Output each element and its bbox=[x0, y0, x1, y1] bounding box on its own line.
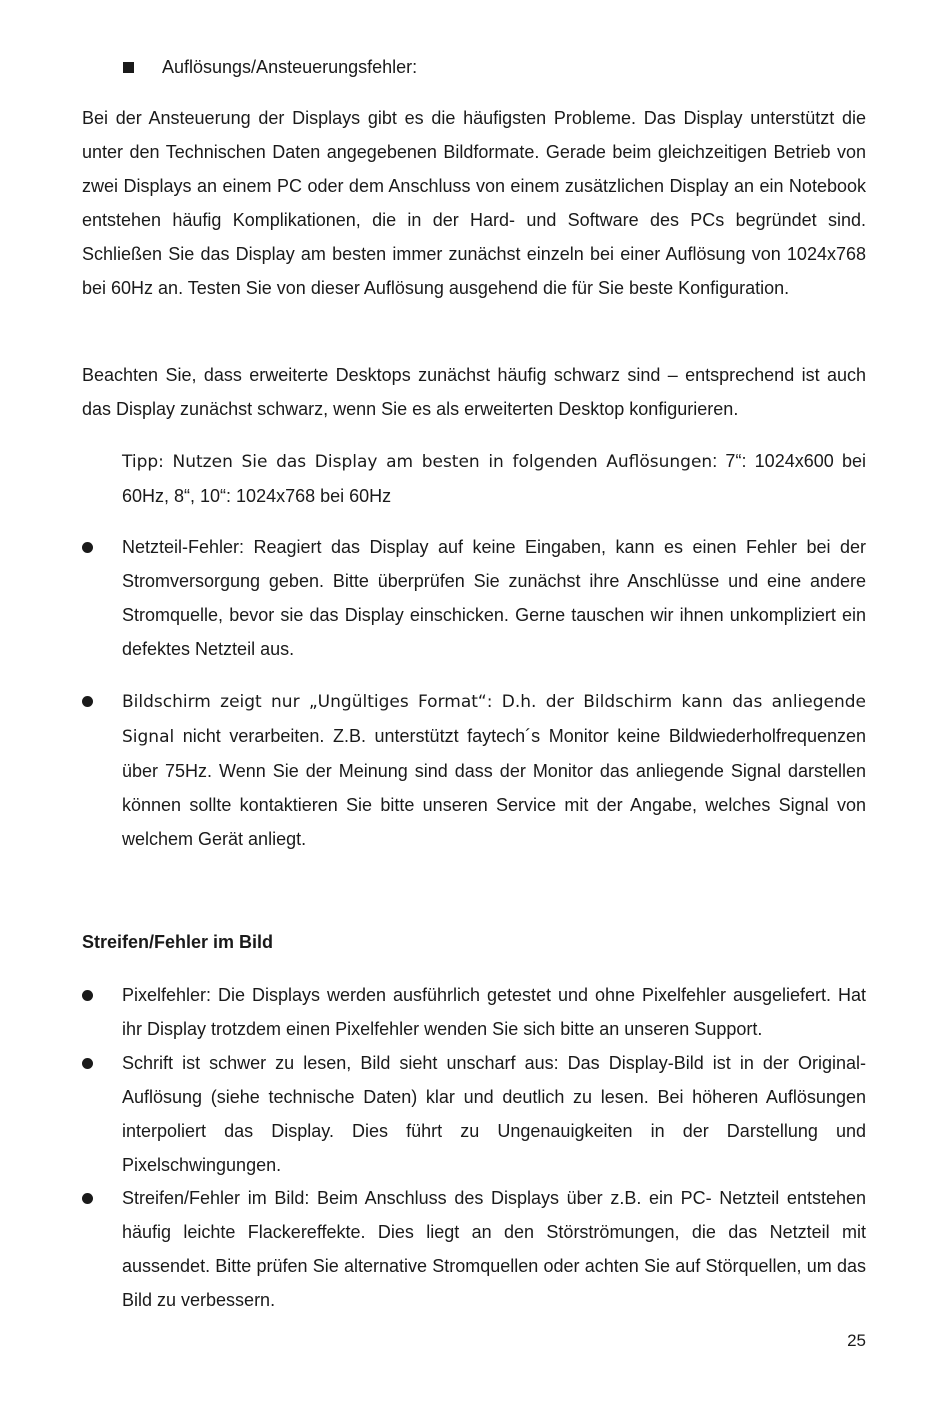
square-bullet-label: Auflösungs/Ansteuerungsfehler: bbox=[162, 57, 418, 77]
section-heading: Streifen/Fehler im Bild bbox=[82, 932, 274, 952]
square-bullet-icon bbox=[123, 62, 134, 73]
list-item-text: Schrift ist schwer zu lesen, Bild sieht unscharf aus: Das Display-Bild ist in der Original-Auflösung (siehe technische Daten) klar und deutlich zu lesen. Bei höheren Auflösungen interpoliert das Display. Dies führt zu Ungenauigkeiten in der Darstellung und Pixelschwingungen. bbox=[122, 1053, 866, 1175]
bullet-dot-icon bbox=[82, 990, 93, 1001]
list-item-power-supply bbox=[82, 530, 866, 666]
bullet-dot-icon bbox=[82, 1058, 93, 1069]
list-item-blurry-text bbox=[82, 1046, 866, 1182]
bullet-dot-icon bbox=[82, 1193, 93, 1204]
list-item-body: nicht verarbeiten. Z.B. unterstützt faytech´s Monitor keine Bildwiederholfrequenzen über 75Hz. Wenn Sie der Meinung sind dass der Monitor das anliegende Signal darstellen können sollte kontaktieren Sie bitte unseren Service mit der Angabe, welches Signal von welchem Gerät anliegt. bbox=[122, 726, 866, 849]
list-item-stripes bbox=[82, 1181, 866, 1317]
list-item-text: Streifen/Fehler im Bild: Beim Anschluss des Displays über z.B. ein PC- Netzteil entstehen häufig leichte Flackereffekte. Dies liegt an den Störströmungen, die das Netzteil mit aussendet. Bitte prüfen Sie alternative Stromquellen oder achten Sie auf Störquellen, um das Bild zu verbessern. bbox=[122, 1188, 866, 1310]
bullet-dot-icon bbox=[82, 696, 93, 707]
tip-paragraph bbox=[122, 444, 866, 513]
tip-text: : 7“: 1024x600 bei 60Hz, 8“, 10“: 1024x768 bei 60Hz bbox=[122, 451, 866, 506]
list-item-pixel-errors bbox=[82, 978, 866, 1046]
bullet-dot-icon bbox=[82, 542, 93, 553]
square-bullet-item bbox=[120, 50, 866, 84]
list-item-invalid-format bbox=[82, 684, 866, 856]
page-number: 25 bbox=[847, 1331, 866, 1350]
list-item-lead: Bildschirm zeigt nur „Ungültiges Format“: D.h. der Bildschirm kann das anliegende Signal bbox=[122, 692, 866, 747]
list-item-text bbox=[122, 684, 866, 856]
list-item-text: Pixelfehler: Die Displays werden ausführlich getestet und ohne Pixelfehler ausgeliefert. Hat ihr Display trotzdem einen Pixelfehler wenden Sie sich bitte an unseren Support. bbox=[122, 985, 866, 1039]
paragraph-display-control: Bei der Ansteuerung der Displays gibt es die häufigsten Probleme. Das Display unterstützt die unter den Technischen Daten angegebenen Bildformate. Gerade beim gleichzeitigen Betrieb von zwei Displays an einem PC oder dem Anschluss von einem zusätzlichen Display an ein Notebook entstehen häufig Komplikationen, die in der Hard- und Software des PCs begründet sind. Schließen Sie das Display am besten immer zunächst einzeln bei einer Auflösung von 1024x768 bei 60Hz an. Testen Sie von dieser Auflösung ausgehend die für Sie beste Konfiguration. bbox=[82, 108, 866, 298]
paragraph-extended-desktop: Beachten Sie, dass erweiterte Desktops zunächst häufig schwarz sind – entsprechend ist auch das Display zunächst schwarz, wenn Sie es als erweiterten Desktop konfigurieren. bbox=[82, 365, 866, 419]
list-item-text: Netzteil-Fehler: Reagiert das Display auf keine Eingaben, kann es einen Fehler bei der Stromversorgung geben. Bitte überprüfen Sie zunächst ihre Anschlüsse und eine andere Stromquelle, bevor sie das Display einschicken. Gerne tauschen wir ihnen unkompliziert ein defektes Netzteil aus. bbox=[122, 537, 866, 659]
tip-label: Tipp: Nutzen Sie das Display am besten in folgenden Auflösungen bbox=[122, 452, 713, 472]
